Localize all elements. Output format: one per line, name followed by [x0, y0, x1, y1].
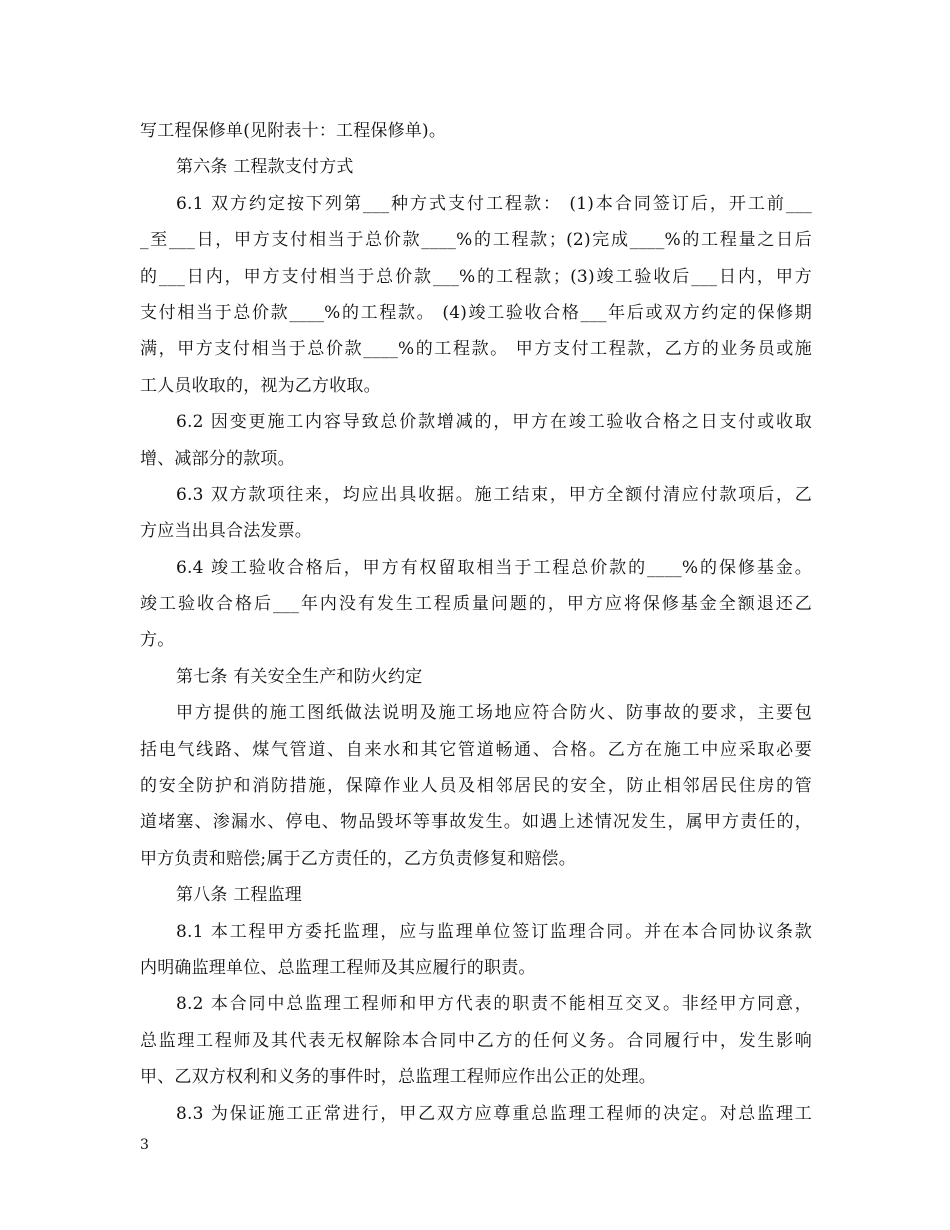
text-line: 道堵塞、渗漏水、停电、物品毁坏等事故发生。如遇上述情况发生，属甲方责任的，	[140, 812, 812, 833]
text-line: 竣工验收合格后___年内没有发生工程质量问题的，甲方应将保修基金全额退还乙	[140, 594, 812, 615]
text-line: _至___日，甲方支付相当于总价款____%的工程款；(2)完成____%的工程量之日后	[140, 230, 812, 251]
text-line: 支付相当于总价款____%的工程款。 (4)竣工验收合格___年后或双方约定的保修期	[140, 302, 812, 323]
text-line: 甲方提供的施工图纸做法说明及施工场地应符合防火、防事故的要求，主要包	[176, 703, 812, 724]
text-line: 第八条 工程监理	[176, 885, 303, 906]
document-body	[140, 113, 812, 1132]
text-line: 6.4 竣工验收合格后，甲方有权留取相当于工程总价款的____%的保修基金。	[176, 557, 812, 578]
text-line: 甲、乙双方权利和义务的事件时，总监理工程师应作出公正的处理。	[140, 1067, 656, 1088]
text-line: 6.1 双方约定按下列第___种方式支付工程款： (1)本合同签订后，开工前___	[176, 193, 812, 214]
text-line: 8.3 为保证施工正常进行，甲乙双方应尊重总监理工程师的决定。对总监理工	[176, 1103, 812, 1124]
text-line: 甲方负责和赔偿;属于乙方责任的，乙方负责修复和赔偿。	[140, 848, 576, 869]
text-line: 的安全防护和消防措施，保障作业人员及相邻居民的安全，防止相邻居民住房的管	[140, 776, 812, 797]
text-line: 第六条 工程款支付方式	[176, 157, 354, 178]
text-line: 括电气线路、煤气管道、自来水和其它管道畅通、合格。乙方在施工中应采取必要	[140, 739, 812, 760]
text-line: 满，甲方支付相当于总价款____%的工程款。 甲方支付工程款，乙方的业务员或施	[140, 339, 812, 360]
text-line: 内明确监理单位、总监理工程师及其应履行的职责。	[140, 957, 536, 978]
text-line: 工人员收取的，视为乙方收取。	[140, 375, 381, 396]
text-line: 总监理工程师及其代表无权解除本合同中乙方的任何义务。合同履行中，发生影响	[140, 1030, 812, 1051]
text-line: 方。	[140, 630, 175, 651]
text-line: 增、减部分的款项。	[140, 448, 295, 469]
page-number: 3	[140, 1137, 149, 1153]
text-line: 6.3 双方款项往来，均应出具收据。施工结束，甲方全额付清应付款项后，乙	[176, 484, 812, 505]
text-line: 第七条 有关安全生产和防火约定	[176, 666, 423, 687]
text-line: 写工程保修单(见附表十：工程保修单)。	[140, 121, 447, 141]
text-line: 8.1 本工程甲方委托监理，应与监理单位签订监理合同。并在本合同协议条款	[176, 921, 812, 942]
text-line: 方应当出具合法发票。	[140, 521, 312, 542]
text-line: 6.2 因变更施工内容导致总价款增减的，甲方在竣工验收合格之日支付或收取	[176, 412, 812, 433]
text-line: 的___日内，甲方支付相当于总价款___%的工程款；(3)竣工验收后___日内，甲方	[140, 266, 812, 287]
text-line: 8.2 本合同中总监理工程师和甲方代表的职责不能相互交叉。非经甲方同意，	[176, 994, 812, 1015]
